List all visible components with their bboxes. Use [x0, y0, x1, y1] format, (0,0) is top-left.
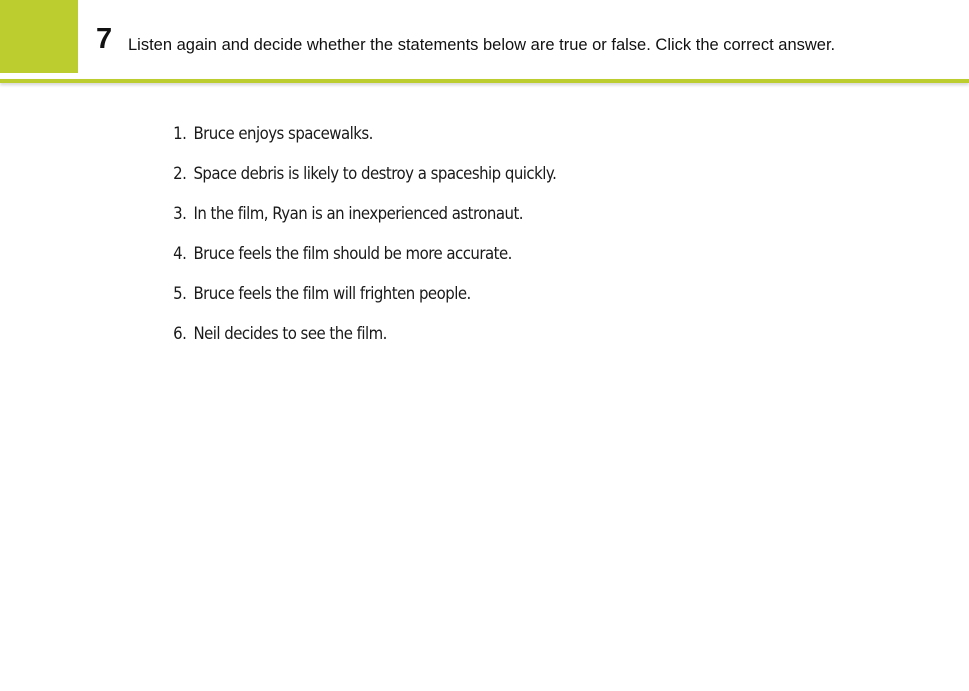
statement-text: Neil decides to see the film.	[193, 324, 387, 344]
statement-number: 1.	[173, 124, 187, 144]
statement-number: 6.	[173, 324, 187, 344]
statement-item[interactable]	[160, 324, 556, 364]
statement-item[interactable]	[160, 124, 556, 164]
statement-text: Bruce feels the film will frighten people.	[193, 284, 471, 304]
statement-item[interactable]	[160, 164, 556, 204]
statement-item[interactable]	[160, 284, 556, 324]
statement-item[interactable]	[160, 204, 556, 244]
statement-number: 2.	[173, 164, 187, 184]
statement-item[interactable]	[160, 244, 556, 284]
exercise-header	[0, 0, 969, 80]
statement-number: 5.	[173, 284, 187, 304]
statement-number: 4.	[173, 244, 187, 264]
statement-list	[160, 124, 610, 364]
exercise-instruction: Listen again and decide whether the statements below are true or false. Click the correct answer.	[128, 36, 836, 54]
statement-text: Bruce feels the film should be more accurate.	[193, 244, 512, 264]
statement-text: Bruce enjoys spacewalks.	[193, 124, 373, 144]
statement-text: In the film, Ryan is an inexperienced astronaut.	[193, 204, 524, 224]
exercise-number: 7	[96, 23, 113, 55]
accent-block	[0, 0, 78, 73]
statement-number: 3.	[173, 204, 187, 224]
header-divider	[0, 79, 969, 83]
statement-text: Space debris is likely to destroy a spaceship quickly.	[193, 164, 557, 184]
